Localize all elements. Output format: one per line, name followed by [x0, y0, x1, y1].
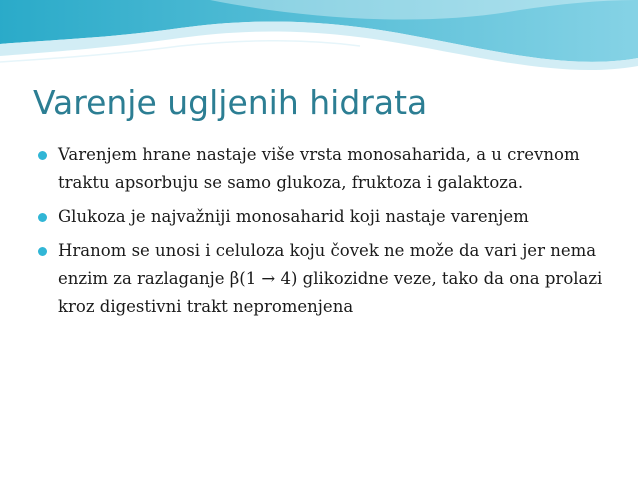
bullet-text: Varenjem hrane nastaje više vrsta monosaharida, a u crevnom traktu apsorbuju se samo glukoza, fruktoza i galaktoza. — [58, 145, 580, 192]
bullet-text: Glukoza je najvažniji monosaharid koji nastaje varenjem — [58, 207, 529, 226]
bullet-dot-icon — [38, 151, 47, 160]
bullet-item — [36, 237, 621, 321]
bullet-item — [36, 141, 621, 197]
bullet-list — [36, 141, 621, 327]
bullet-dot-icon — [38, 247, 47, 256]
bullet-item — [36, 203, 621, 231]
bullet-dot-icon — [38, 213, 47, 222]
slide-title: Varenje ugljenih hidrata — [33, 83, 428, 122]
bullet-text: Hranom se unosi i celuloza koju čovek ne može da vari jer nema enzim za razlaganje β(1 → 4) glikozidne veze, tako da ona prolazi kroz digestivni trakt nepromenjena — [58, 241, 603, 316]
header-wave-decoration — [0, 0, 638, 80]
